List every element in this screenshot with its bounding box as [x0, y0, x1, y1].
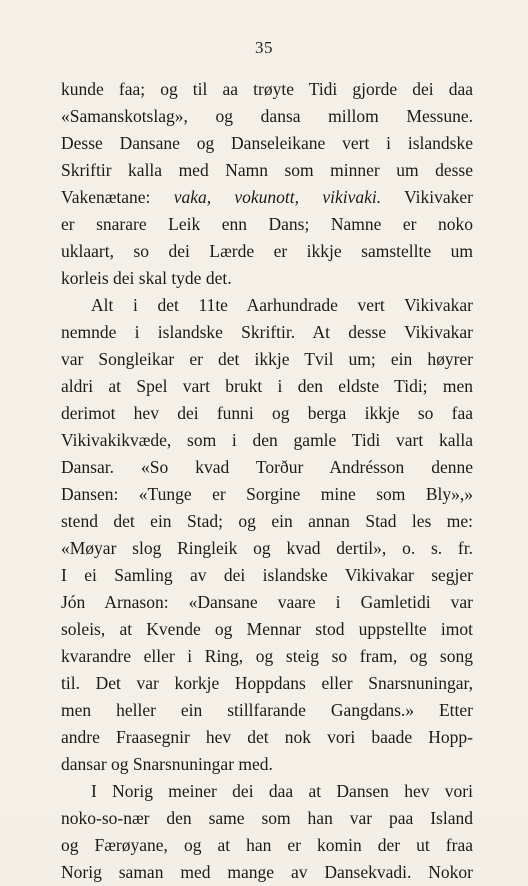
text-span: Vakenætane:: [61, 187, 174, 207]
text-line: uklaart, so dei Lærde er ikkje samstellte um: [61, 241, 473, 261]
text-line: derimot hev dei funni og berga ikkje so faa: [61, 403, 473, 423]
text-line: korleis dei skal tyde det.: [61, 268, 232, 288]
text-line: [61, 184, 473, 211]
text-line: nemnde i islandske Skriftir. At desse Vikivakar: [61, 322, 473, 342]
text-line: Norig saman med mange av Dansekvadi. Nokor: [61, 862, 473, 882]
text-line: kunde faa; og til aa trøyte Tidi gjorde dei daa: [61, 79, 473, 99]
text-line: «Samanskotslag», og dansa millom Messune.: [61, 106, 473, 126]
text-line: Dansen: «Tunge er Sorgine mine som Bly»,»: [61, 484, 473, 504]
text-line: noko-so-nær den same som han var paa Island: [61, 808, 473, 828]
text-line: til. Det var korkje Hoppdans eller Snarsnuningar,: [61, 673, 473, 693]
italic-text: vaka, vokunott, vikivaki.: [173, 187, 382, 207]
text-line: Desse Dansane og Danseleikane vert i islandske: [61, 133, 473, 153]
body-text: [61, 76, 473, 886]
text-line: var Songleikar er det ikkje Tvil um; ein høyrer: [61, 349, 473, 369]
text-line: I Norig meiner dei daa at Dansen hev vori: [91, 781, 473, 801]
text-line: stend det ein Stad; og ein annan Stad les me:: [61, 511, 473, 531]
text-line: Dansar. «So kvad Torður Andrésson denne: [61, 457, 473, 477]
text-line: er snarare Leik enn Dans; Namne er noko: [61, 214, 473, 234]
text-line: dansar og Snarsnuningar med.: [61, 754, 273, 774]
text-line: Alt i det 11te Aarhundrade vert Vikivakar: [91, 295, 473, 315]
text-line: aldri at Spel vart brukt i den eldste Tidi; men: [61, 376, 473, 396]
page-number: 35: [255, 38, 273, 57]
text-line: andre Fraasegnir hev det nok vori baade Hopp-: [61, 727, 473, 747]
text-line: Vikivakikvæde, som i den gamle Tidi vart kalla: [61, 430, 473, 450]
text-line: og Færøyane, og at han er komin der ut fraa: [61, 835, 473, 855]
text-line: I ei Samling av dei islandske Vikivakar segjer: [61, 565, 473, 585]
text-line: «Møyar slog Ringleik og kvad dertil», o. s. fr.: [61, 538, 473, 558]
text-line: Skriftir kalla med Namn som minner um desse: [61, 160, 473, 180]
text-line: soleis, at Kvende og Mennar stod uppstellte imot: [61, 619, 473, 639]
text-line: Jón Arnason: «Dansane vaare i Gamletidi var: [61, 592, 473, 612]
text-line: men heller ein stillfarande Gangdans.» Etter: [61, 700, 473, 720]
text-line: kvarandre eller i Ring, og steig so fram, og song: [61, 646, 473, 666]
text-span: Vikivaker: [381, 187, 473, 207]
